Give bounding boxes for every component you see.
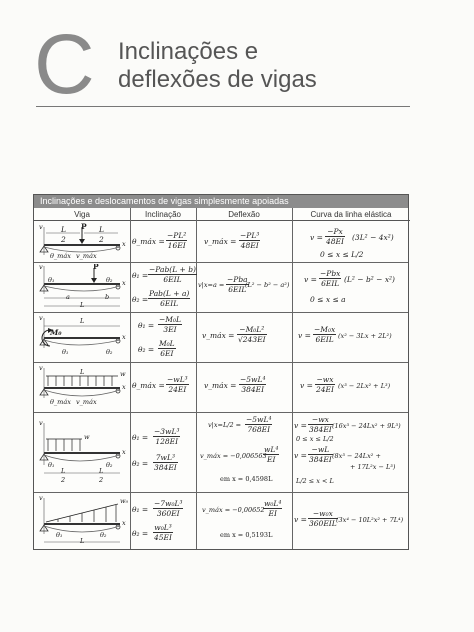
- slope-2-lhs: θ₂ =: [132, 529, 149, 538]
- header-beam: Viga: [34, 208, 130, 221]
- deflection-1-lhs: v|x=L/2 =: [208, 421, 242, 429]
- slope-denominator: 24EI: [168, 385, 187, 394]
- slope-lhs: θ_máx =: [132, 237, 165, 246]
- slope-cell: [132, 427, 194, 477]
- beam-diagram-triangular-load: [36, 494, 128, 548]
- x-axis-label: x: [122, 519, 126, 527]
- deflection-cell: [200, 325, 290, 351]
- slope-cell: [132, 375, 194, 399]
- elastic-2-lhs: v =: [294, 451, 307, 460]
- deflection-denominator: 48EI: [240, 241, 259, 250]
- theta-1-label: θ₁: [48, 461, 55, 469]
- theta-2-label: θ₂: [106, 348, 113, 356]
- span-label: L: [99, 225, 104, 234]
- deflection-position: em x = 0,5193L: [220, 531, 273, 539]
- beam-diagram-end-moment: [36, 314, 128, 360]
- header-slope: Inclinação: [130, 208, 196, 221]
- deflection-denominator: EI: [268, 509, 277, 518]
- beam-diagram-half-uniform-load: [36, 417, 128, 489]
- row-divider: [34, 492, 408, 493]
- deflection-2-numerator: wL⁴: [264, 445, 279, 454]
- elastic-1-range: 0 ≤ x ≤ L/2: [296, 435, 334, 443]
- elastic-curve-cell: [296, 325, 408, 351]
- elastic-range: 0 ≤ x ≤ L/2: [320, 250, 364, 259]
- elastic-1-denominator: 384EI: [309, 425, 332, 434]
- elastic-numerator: −Px: [325, 227, 345, 237]
- elastic-numerator: −M₀x: [314, 325, 336, 334]
- deflection-2-denominator: EI: [266, 455, 276, 464]
- slope-2-numerator: w₀L³: [154, 523, 172, 532]
- slope-1-numerator: −3wL³: [154, 427, 180, 436]
- elastic-2-numerator: −wL: [308, 445, 333, 455]
- elastic-denominator: 48EI: [326, 237, 344, 246]
- span-label: L: [80, 537, 85, 545]
- b-label: b: [105, 293, 110, 301]
- x-axis-label: x: [122, 333, 126, 341]
- elastic-rhs: (3x⁴ − 10L²x² + 7L⁴): [336, 516, 404, 524]
- slope-1-lhs: θ₁ =: [132, 271, 149, 280]
- theta-label: θ_máx: [50, 398, 71, 406]
- load-label: w: [120, 370, 126, 378]
- elastic-lhs: v =: [310, 233, 323, 242]
- deflection-numerator: −5wL⁴: [240, 375, 266, 384]
- elastic-numerator: −Pbx: [320, 269, 341, 278]
- header-elastic-curve: Curva da linha elástica: [292, 208, 410, 221]
- span-denominator: 2: [99, 476, 104, 484]
- elastic-range: 0 ≤ x ≤ a: [310, 295, 346, 304]
- load-label: w: [84, 433, 90, 441]
- deflection-cell: [198, 499, 290, 547]
- chapter-title-line-2: deflexões de vigas: [118, 66, 317, 93]
- deflection-2-lhs: v_máx = −0,006563: [200, 452, 267, 460]
- slope-2-denominator: 384EI: [154, 463, 177, 472]
- elastic-2-denominator: 384EI: [309, 455, 332, 464]
- row-divider: [34, 362, 408, 363]
- beam-formula-table: [33, 194, 409, 550]
- theta-1-label: θ₁: [62, 348, 69, 356]
- span-denominator: 2: [61, 476, 66, 484]
- theta-2-label: θ₂: [100, 531, 107, 539]
- slope-denominator: 16EI: [167, 241, 186, 250]
- elastic-curve-cell: [294, 415, 408, 491]
- vmax-label: v_máx: [76, 252, 97, 260]
- slope-1-numerator: −Pab(L + b): [149, 265, 196, 274]
- v-axis-label: v: [39, 364, 43, 372]
- deflection-lhs: v_máx =: [204, 381, 237, 390]
- slope-2-denominator: 6EI: [160, 349, 174, 358]
- span-label: L: [61, 225, 66, 234]
- elastic-1-rhs: (16x³ − 24Lx² + 9L³): [332, 422, 401, 430]
- slope-1-denominator: 128EI: [155, 437, 179, 446]
- slope-lhs: θ_máx =: [132, 381, 165, 390]
- row-divider: [34, 312, 408, 313]
- elastic-2-rhs: (8x³ − 24Lx² +: [332, 452, 381, 460]
- deflection-numerator: −M₀L²: [237, 325, 267, 335]
- slope-1-numerator: −7w₀L³: [154, 499, 183, 508]
- slope-numerator: −wL³: [167, 375, 188, 384]
- column-divider: [292, 208, 293, 549]
- table-title: Inclinações e deslocamentos de vigas simplesmente apoiadas: [34, 195, 408, 208]
- slope-1-lhs: θ₁ =: [132, 433, 149, 442]
- elastic-denominator: 6EIL: [321, 279, 340, 288]
- vmax-label: v_máx: [76, 398, 97, 406]
- elastic-curve-cell: [296, 227, 408, 261]
- x-axis-label: x: [122, 240, 126, 248]
- theta-2-label: θ₂: [106, 276, 113, 284]
- beam-diagram-offset-load: [36, 264, 128, 310]
- v-axis-label: v: [39, 264, 43, 271]
- elastic-rhs: (x² − 3Lx + 2L²): [338, 332, 392, 340]
- deflection-lhs: v_máx =: [204, 237, 237, 246]
- slope-2-numerator: M₀L: [159, 339, 175, 348]
- span-label: L: [99, 467, 104, 475]
- v-axis-label: v: [39, 419, 43, 427]
- load-label: w₀: [120, 497, 128, 505]
- elastic-rhs: (3L² − 4x²): [352, 233, 394, 242]
- deflection-cell: [198, 275, 290, 299]
- slope-1-numerator: −M₀L: [159, 315, 181, 324]
- load-label: P: [93, 264, 99, 271]
- column-divider: [130, 208, 131, 549]
- deflection-lhs: v|x=a =: [198, 281, 225, 289]
- elastic-2-range: L/2 ≤ x < L: [296, 477, 334, 485]
- load-label: P: [81, 223, 87, 231]
- deflection-rhs: (L² − b² − a²): [245, 281, 290, 289]
- deflection-numerator: −Pba: [227, 275, 248, 284]
- slope-1-lhs: θ₁ =: [132, 505, 149, 514]
- slope-cell: [132, 315, 194, 361]
- elastic-rhs: (L² − b² − x²): [344, 275, 395, 284]
- deflection-denominator: √243EI: [238, 335, 266, 344]
- chapter-rule: [36, 106, 410, 107]
- slope-1-denominator: 6EIL: [163, 275, 182, 284]
- slope-2-lhs: θ₂ =: [132, 295, 149, 304]
- elastic-numerator: −w₀x: [308, 509, 338, 519]
- v-axis-label: v: [39, 223, 43, 231]
- chapter-title-line-1: Inclinações e: [118, 38, 259, 65]
- theta-1-label: θ₁: [48, 276, 55, 284]
- deflection-position: em x = 0,4598L: [220, 475, 273, 483]
- beam-diagram-uniform-load: [36, 364, 128, 410]
- elastic-curve-cell: [294, 509, 408, 537]
- slope-cell: [132, 231, 194, 255]
- elastic-2-rhs-continued: + 17L²x − L³): [350, 463, 396, 471]
- elastic-denominator: 6EIL: [315, 335, 334, 344]
- v-axis-label: v: [39, 494, 43, 502]
- elastic-lhs: v =: [300, 381, 313, 390]
- span-label: L: [61, 467, 66, 475]
- row-divider: [34, 412, 408, 413]
- elastic-curve-cell: [296, 375, 408, 399]
- slope-2-numerator: Pab(L + a): [149, 289, 190, 298]
- slope-1-denominator: 360EI: [156, 509, 180, 518]
- span-denominator: 2: [61, 235, 66, 244]
- slope-2-denominator: 6EIL: [160, 299, 179, 308]
- column-divider: [196, 208, 197, 549]
- x-axis-label: x: [122, 383, 126, 391]
- deflection-denominator: 6EIL: [228, 285, 247, 294]
- theta-1-label: θ₁: [56, 531, 63, 539]
- deflection-lhs: v_máx =: [202, 331, 235, 340]
- span-label: L: [80, 301, 85, 309]
- deflection-numerator: w₀L⁴: [264, 499, 282, 508]
- slope-cell: [132, 499, 194, 547]
- elastic-1-lhs: v =: [294, 421, 307, 430]
- theta-label: θ_máx: [50, 252, 71, 260]
- slope-cell: [132, 265, 194, 311]
- slope-2-lhs: θ₂ =: [138, 345, 155, 354]
- chapter-letter: C: [34, 17, 95, 111]
- slope-1-lhs: θ₁ =: [138, 321, 155, 330]
- deflection-numerator: −PL³: [240, 231, 260, 240]
- deflection-1-numerator: −5wL⁴: [246, 415, 272, 424]
- header-deflection: Deflexão: [196, 208, 292, 221]
- deflection-1-denominator: 768EI: [247, 425, 271, 434]
- beam-diagram-center-load: [36, 223, 128, 261]
- x-axis-label: x: [122, 448, 126, 456]
- elastic-curve-cell: [296, 269, 408, 309]
- slope-2-denominator: 45EI: [154, 533, 172, 542]
- elastic-numerator: −wx: [316, 375, 334, 384]
- span-label: L: [80, 368, 85, 376]
- slope-1-denominator: 3EI: [163, 325, 177, 334]
- moment-label: M₀: [50, 328, 62, 337]
- slope-2-lhs: θ₂ =: [132, 459, 149, 468]
- elastic-denominator: 360EIL: [309, 519, 337, 528]
- elastic-denominator: 24EI: [316, 385, 334, 394]
- theta-2-label: θ₂: [106, 461, 113, 469]
- deflection-cell: [200, 231, 290, 255]
- deflection-lhs: v_máx = −0,00652: [202, 506, 265, 514]
- elastic-rhs: (x³ − 2Lx² + L³): [338, 382, 391, 390]
- deflection-cell: [200, 375, 290, 399]
- elastic-lhs: v =: [294, 515, 307, 524]
- deflection-cell: [198, 415, 290, 491]
- span-label: L: [80, 317, 85, 325]
- x-axis-label: x: [122, 279, 126, 287]
- elastic-1-numerator: −wx: [308, 415, 333, 425]
- a-label: a: [66, 293, 70, 301]
- row-divider: [34, 262, 408, 263]
- v-axis-label: v: [39, 314, 43, 322]
- span-denominator: 2: [99, 235, 104, 244]
- slope-2-numerator: 7wL³: [153, 453, 178, 463]
- chapter-title: [118, 38, 317, 94]
- deflection-denominator: 384EI: [241, 385, 265, 394]
- slope-numerator: −PL²: [167, 231, 187, 240]
- elastic-lhs: v =: [298, 331, 311, 340]
- elastic-lhs: v =: [304, 275, 317, 284]
